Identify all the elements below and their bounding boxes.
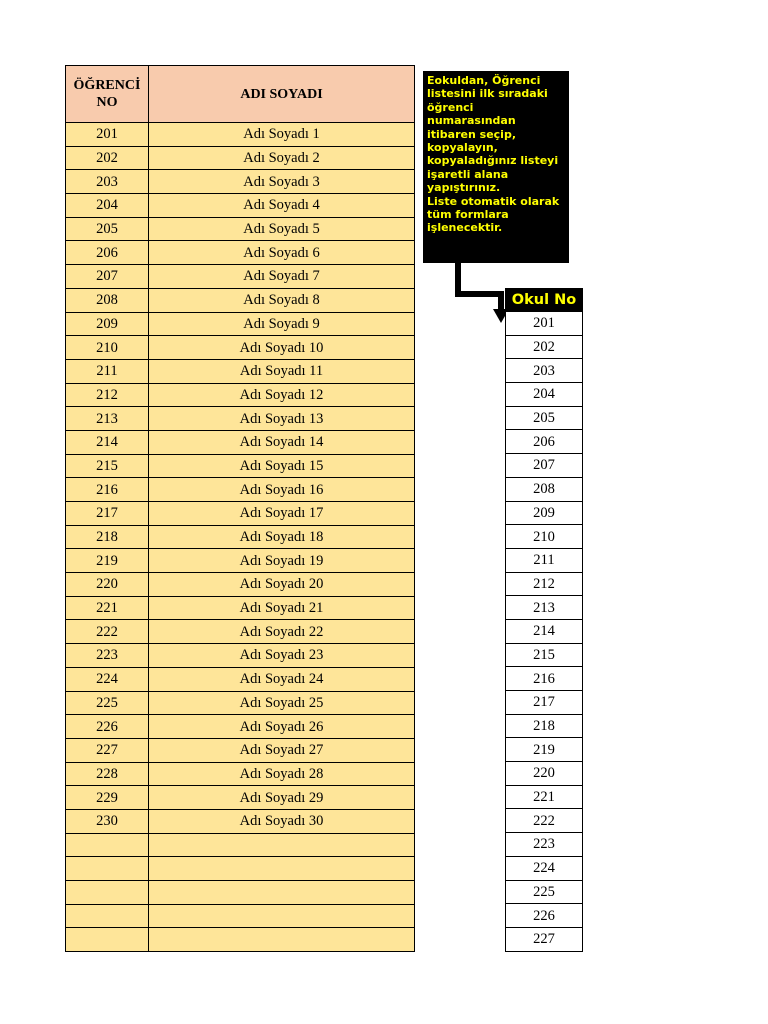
table-row (66, 715, 415, 739)
student-name-cell[interactable]: Adı Soyadı 11 (149, 359, 415, 383)
student-no-cell[interactable]: 210 (66, 336, 149, 360)
student-name-cell[interactable]: Adı Soyadı 28 (149, 762, 415, 786)
student-name-cell[interactable]: Adı Soyadı 21 (149, 596, 415, 620)
student-no-cell[interactable]: 217 (66, 502, 149, 526)
student-name-cell[interactable]: Adı Soyadı 10 (149, 336, 415, 360)
okul-row (506, 880, 583, 904)
okul-row (506, 809, 583, 833)
okul-row (506, 927, 583, 951)
student-name-cell[interactable]: Adı Soyadı 24 (149, 667, 415, 691)
okul-row (506, 762, 583, 786)
student-no-cell[interactable] (66, 857, 149, 881)
okul-no-cell[interactable]: 217 (506, 691, 583, 715)
student-no-cell[interactable]: 205 (66, 217, 149, 241)
okul-row (506, 856, 583, 880)
student-name-cell[interactable]: Adı Soyadı 25 (149, 691, 415, 715)
student-no-cell[interactable]: 209 (66, 312, 149, 336)
school-no-rows (506, 312, 583, 952)
student-no-cell[interactable] (66, 928, 149, 952)
student-name-cell[interactable]: Adı Soyadı 27 (149, 738, 415, 762)
student-name-cell[interactable]: Adı Soyadı 18 (149, 525, 415, 549)
okul-no-cell[interactable]: 211 (506, 548, 583, 572)
okul-row (506, 430, 583, 454)
student-no-cell[interactable]: 218 (66, 525, 149, 549)
okul-row (506, 477, 583, 501)
okul-header-row (506, 289, 583, 312)
okul-no-cell[interactable]: 201 (506, 312, 583, 336)
okul-no-cell[interactable]: 209 (506, 501, 583, 525)
student-no-cell[interactable]: 225 (66, 691, 149, 715)
student-no-cell[interactable]: 204 (66, 194, 149, 218)
header-row (66, 66, 415, 123)
student-name-cell[interactable]: Adı Soyadı 13 (149, 407, 415, 431)
okul-row (506, 312, 583, 336)
table-row (66, 928, 415, 952)
student-no-cell[interactable]: 203 (66, 170, 149, 194)
table-row (66, 691, 415, 715)
student-name-cell[interactable]: Adı Soyadı 26 (149, 715, 415, 739)
okul-row (506, 643, 583, 667)
okul-no-cell[interactable]: 202 (506, 335, 583, 359)
table-row (66, 170, 415, 194)
okul-row (506, 833, 583, 857)
student-name-cell[interactable]: Adı Soyadı 14 (149, 430, 415, 454)
table-row (66, 288, 415, 312)
student-name-cell[interactable]: Adı Soyadı 15 (149, 454, 415, 478)
table-row (66, 904, 415, 928)
okul-row (506, 667, 583, 691)
table-row (66, 312, 415, 336)
okul-row (506, 406, 583, 430)
student-no-cell[interactable]: 207 (66, 265, 149, 289)
student-name-cell[interactable] (149, 857, 415, 881)
okul-no-cell[interactable]: 213 (506, 596, 583, 620)
okul-row (506, 572, 583, 596)
student-name-cell[interactable] (149, 833, 415, 857)
student-name-cell[interactable]: Adı Soyadı 12 (149, 383, 415, 407)
student-no-cell[interactable]: 202 (66, 146, 149, 170)
table-row (66, 359, 415, 383)
instruction-text: Eokuldan, Öğrenci listesini ilk sıradaki öğrenci numarasından itibaren seçip, kopyalayın, kopyaladığınız listeyi işaretli alana yapıştırınız. Liste otomatik olarak tüm formlara işlenecektir. (427, 74, 560, 235)
student-name-cell[interactable]: Adı Soyadı 16 (149, 478, 415, 502)
student-no-cell[interactable]: 206 (66, 241, 149, 265)
table-row (66, 502, 415, 526)
table-row (66, 738, 415, 762)
student-name-cell[interactable]: Adı Soyadı 2 (149, 146, 415, 170)
student-list-table (65, 65, 415, 952)
okul-row (506, 785, 583, 809)
okul-no-header[interactable]: Okul No (506, 289, 583, 312)
student-name-cell[interactable]: Adı Soyadı 8 (149, 288, 415, 312)
table-row (66, 217, 415, 241)
student-name-cell[interactable]: Adı Soyadı 3 (149, 170, 415, 194)
okul-no-cell[interactable]: 215 (506, 643, 583, 667)
table-row (66, 525, 415, 549)
table-row (66, 478, 415, 502)
okul-no-cell[interactable]: 221 (506, 785, 583, 809)
okul-no-cell[interactable]: 205 (506, 406, 583, 430)
table-row (66, 383, 415, 407)
okul-no-cell[interactable]: 212 (506, 572, 583, 596)
okul-row (506, 904, 583, 928)
okul-row (506, 691, 583, 715)
student-no-cell[interactable]: 220 (66, 573, 149, 597)
okul-no-cell[interactable]: 226 (506, 904, 583, 928)
student-name-cell[interactable]: Adı Soyadı 5 (149, 217, 415, 241)
header-name[interactable]: ADI SOYADI (149, 66, 415, 123)
okul-no-cell[interactable]: 223 (506, 833, 583, 857)
okul-no-cell[interactable]: 216 (506, 667, 583, 691)
table-row (66, 596, 415, 620)
table-row (66, 881, 415, 905)
table-row (66, 265, 415, 289)
student-name-cell[interactable]: Adı Soyadı 22 (149, 620, 415, 644)
okul-row (506, 525, 583, 549)
student-no-cell[interactable] (66, 881, 149, 905)
table-row (66, 573, 415, 597)
okul-row (506, 596, 583, 620)
table-row (66, 194, 415, 218)
okul-no-cell[interactable]: 204 (506, 383, 583, 407)
student-no-cell[interactable] (66, 904, 149, 928)
table-row (66, 762, 415, 786)
student-no-cell[interactable]: 213 (66, 407, 149, 431)
okul-row (506, 738, 583, 762)
student-name-cell[interactable] (149, 928, 415, 952)
student-rows (66, 123, 415, 952)
okul-row (506, 501, 583, 525)
student-name-cell[interactable]: Adı Soyadı 20 (149, 573, 415, 597)
student-no-cell[interactable]: 227 (66, 738, 149, 762)
student-name-cell[interactable]: Adı Soyadı 9 (149, 312, 415, 336)
table-row (66, 123, 415, 147)
student-name-cell[interactable]: Adı Soyadı 6 (149, 241, 415, 265)
okul-row (506, 548, 583, 572)
student-no-cell[interactable]: 201 (66, 123, 149, 147)
okul-no-cell[interactable]: 208 (506, 477, 583, 501)
table-row (66, 336, 415, 360)
okul-row (506, 383, 583, 407)
table-row (66, 620, 415, 644)
table-row (66, 644, 415, 668)
student-name-cell[interactable]: Adı Soyadı 19 (149, 549, 415, 573)
table-row (66, 549, 415, 573)
okul-no-cell[interactable]: 227 (506, 927, 583, 951)
student-no-cell[interactable]: 219 (66, 549, 149, 573)
student-no-cell[interactable]: 230 (66, 809, 149, 833)
table-row (66, 454, 415, 478)
student-no-cell[interactable] (66, 833, 149, 857)
school-no-table (505, 288, 583, 952)
okul-no-cell[interactable]: 214 (506, 619, 583, 643)
student-no-cell[interactable]: 208 (66, 288, 149, 312)
student-no-cell[interactable]: 224 (66, 667, 149, 691)
okul-row (506, 335, 583, 359)
student-no-cell[interactable]: 226 (66, 715, 149, 739)
okul-no-cell[interactable]: 207 (506, 454, 583, 478)
student-no-cell[interactable]: 212 (66, 383, 149, 407)
okul-no-cell[interactable]: 225 (506, 880, 583, 904)
okul-no-cell[interactable]: 222 (506, 809, 583, 833)
student-no-cell[interactable]: 215 (66, 454, 149, 478)
student-no-cell[interactable]: 223 (66, 644, 149, 668)
student-no-cell[interactable]: 221 (66, 596, 149, 620)
header-student-no[interactable]: ÖĞRENCİ NO (66, 66, 149, 123)
table-row (66, 430, 415, 454)
student-name-cell[interactable]: Adı Soyadı 30 (149, 809, 415, 833)
table-row (66, 786, 415, 810)
student-no-cell[interactable]: 211 (66, 359, 149, 383)
student-name-cell[interactable]: Adı Soyadı 1 (149, 123, 415, 147)
okul-no-cell[interactable]: 203 (506, 359, 583, 383)
student-name-cell[interactable]: Adı Soyadı 23 (149, 644, 415, 668)
okul-no-cell[interactable]: 219 (506, 738, 583, 762)
student-no-cell[interactable]: 228 (66, 762, 149, 786)
table-row (66, 857, 415, 881)
okul-row (506, 619, 583, 643)
table-row (66, 833, 415, 857)
table-row (66, 809, 415, 833)
student-name-cell[interactable]: Adı Soyadı 29 (149, 786, 415, 810)
okul-no-cell[interactable]: 220 (506, 762, 583, 786)
table-row (66, 407, 415, 431)
okul-no-cell[interactable]: 206 (506, 430, 583, 454)
okul-row (506, 454, 583, 478)
student-no-cell[interactable]: 216 (66, 478, 149, 502)
okul-row (506, 714, 583, 738)
table-row (66, 667, 415, 691)
table-row (66, 146, 415, 170)
okul-no-cell[interactable]: 210 (506, 525, 583, 549)
student-no-cell[interactable]: 222 (66, 620, 149, 644)
okul-row (506, 359, 583, 383)
student-name-cell[interactable]: Adı Soyadı 7 (149, 265, 415, 289)
okul-no-cell[interactable]: 218 (506, 714, 583, 738)
table-row (66, 241, 415, 265)
student-name-cell[interactable] (149, 904, 415, 928)
student-no-cell[interactable]: 229 (66, 786, 149, 810)
instruction-note (423, 71, 569, 263)
okul-no-cell[interactable]: 224 (506, 856, 583, 880)
student-name-cell[interactable]: Adı Soyadı 4 (149, 194, 415, 218)
student-name-cell[interactable] (149, 881, 415, 905)
student-no-cell[interactable]: 214 (66, 430, 149, 454)
student-name-cell[interactable]: Adı Soyadı 17 (149, 502, 415, 526)
